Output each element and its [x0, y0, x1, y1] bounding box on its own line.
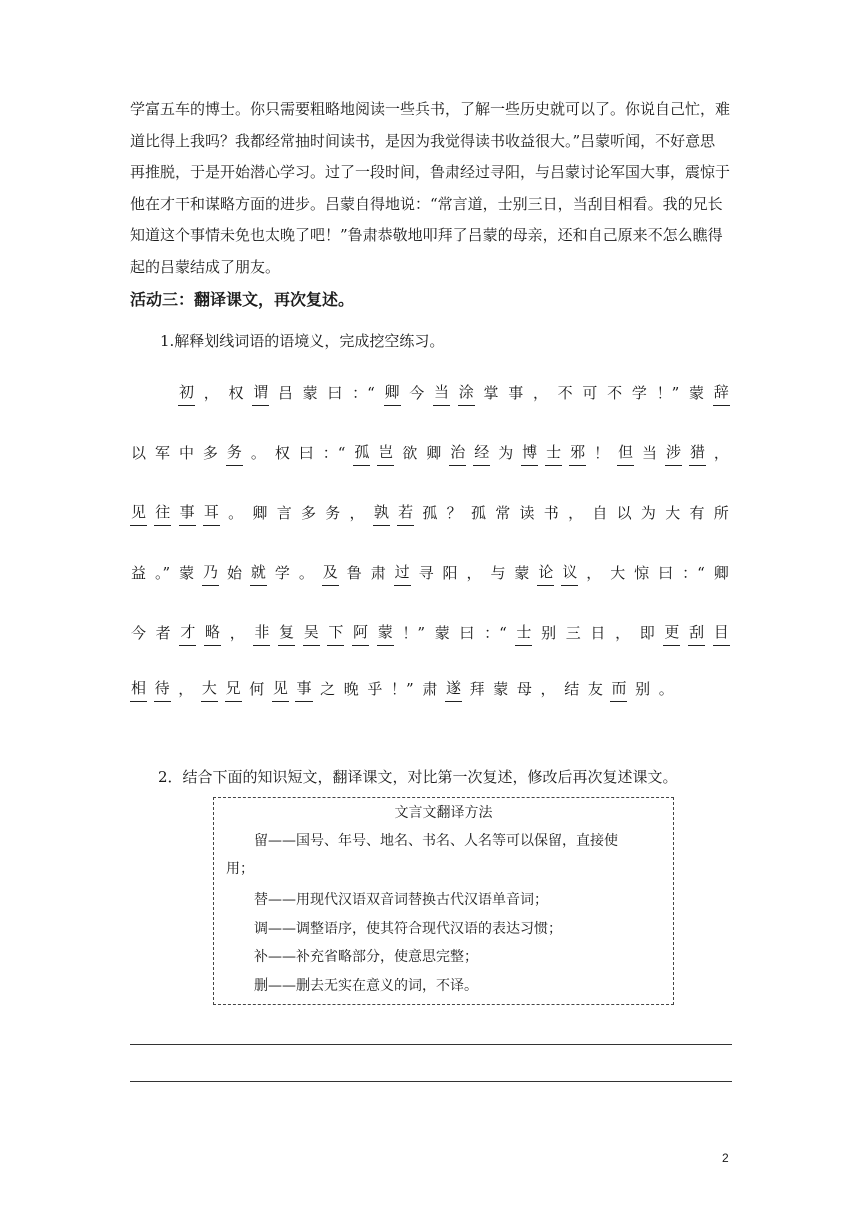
method-line-delete: 删——删去无实在意义的词，不译。: [254, 978, 478, 994]
cloze-char: 。: [228, 504, 244, 522]
answer-line: [130, 1044, 732, 1045]
cloze-char: 事: [508, 384, 524, 402]
cloze-char: 别: [541, 624, 557, 642]
underlined-word: 才: [179, 621, 196, 646]
cloze-char: ！”: [402, 624, 426, 642]
cloze-char: 掌: [483, 384, 499, 402]
cloze-char: 益: [131, 564, 147, 582]
underlined-word: 卿: [384, 381, 401, 406]
cloze-char: 以: [131, 444, 147, 462]
underlined-word: 待: [154, 677, 171, 702]
underlined-word: 阿: [352, 621, 369, 646]
cloze-char: 今: [409, 384, 425, 402]
cloze-char: 肃: [422, 680, 438, 698]
cloze-char: 可: [582, 384, 598, 402]
cloze-line: [130, 676, 675, 702]
cloze-char: 多: [300, 504, 316, 522]
underlined-word: 乃: [202, 561, 219, 586]
cloze-char: ？: [446, 504, 462, 522]
underlined-word: 议: [561, 561, 578, 586]
underlined-word: 兄: [225, 677, 242, 702]
cloze-char: 常: [495, 504, 511, 522]
cloze-line: [130, 500, 730, 526]
cloze-char: 与: [490, 564, 506, 582]
cloze-char: 孤: [422, 504, 438, 522]
cloze-char: 不: [557, 384, 573, 402]
underlined-word: 若: [397, 501, 414, 526]
cloze-char: 蒙: [493, 680, 509, 698]
cloze-char: 蒙: [689, 384, 705, 402]
cloze-char: 卿: [252, 504, 268, 522]
underlined-word: 邪: [569, 441, 586, 466]
paragraph-line: 学富五车的博士。你只需要粗略地阅读一些兵书，了解一些历史就可以了。你说自己忙，难: [130, 100, 731, 118]
cloze-char: ：“: [682, 564, 705, 582]
cloze-char: 蒙: [302, 384, 318, 402]
cloze-char: 始: [226, 564, 242, 582]
method-line-retain: 留——国号、年号、地名、书名、人名等可以保留，直接使: [254, 833, 618, 849]
underlined-word: 蒙: [377, 621, 394, 646]
cloze-char: 大: [665, 504, 681, 522]
cloze-char: ，: [466, 564, 482, 582]
cloze-char: 吕: [277, 384, 293, 402]
cloze-char: ：“: [484, 624, 507, 642]
cloze-char: 有: [689, 504, 705, 522]
cloze-char: 别: [635, 680, 651, 698]
underlined-word: 更: [663, 621, 680, 646]
cloze-char: 蒙: [514, 564, 530, 582]
method-box-title: 文言文翻译方法: [394, 805, 493, 821]
underlined-word: 非: [253, 621, 270, 646]
underlined-word: 博: [521, 441, 538, 466]
cloze-char: ：“: [322, 444, 346, 462]
cloze-char: 学: [274, 564, 290, 582]
cloze-line: [130, 560, 730, 586]
cloze-char: 言: [276, 504, 292, 522]
underlined-word: 遂: [445, 677, 462, 702]
underlined-word: 往: [154, 501, 171, 526]
cloze-char: 。: [658, 680, 674, 698]
cloze-char: 何: [249, 680, 265, 698]
underlined-word: 见: [130, 501, 147, 526]
underlined-word: 见: [272, 677, 289, 702]
cloze-line: [130, 620, 730, 646]
cloze-char: 务: [325, 504, 341, 522]
cloze-char: 。: [250, 444, 266, 462]
underlined-word: 孤: [353, 441, 370, 466]
question-1: 1.解释划线词语的语境义，完成挖空练习。: [160, 332, 445, 350]
underlined-word: 岂: [377, 441, 394, 466]
paragraph-line: 起的吕蒙结成了朋友。: [130, 257, 281, 276]
cloze-char: 为: [498, 444, 514, 462]
underlined-word: 猎: [689, 441, 706, 466]
underlined-word: 孰: [373, 501, 390, 526]
cloze-char: ，: [178, 680, 194, 698]
underlined-word: 目: [713, 621, 730, 646]
underlined-word: 略: [204, 621, 221, 646]
cloze-char: 之: [320, 680, 336, 698]
underlined-word: 但: [617, 441, 634, 466]
underlined-word: 涉: [665, 441, 682, 466]
cloze-char: ，: [229, 624, 245, 642]
underlined-word: 耳: [203, 501, 220, 526]
cloze-char: ，: [203, 384, 219, 402]
cloze-line: [130, 440, 730, 466]
cloze-char: 。: [298, 564, 314, 582]
cloze-passage: [130, 380, 730, 710]
cloze-char: 阳: [442, 564, 458, 582]
underlined-word: 士: [515, 621, 532, 646]
cloze-char: ，: [532, 384, 548, 402]
cloze-char: ，: [540, 680, 556, 698]
translation-paragraph: [130, 94, 734, 283]
method-line-replace: 替——用现代汉语双音词替换古代汉语单音词；: [254, 892, 548, 908]
cloze-char: 曰: [459, 624, 475, 642]
underlined-word: 事: [295, 677, 312, 702]
underlined-word: 刮: [688, 621, 705, 646]
cloze-char: 权: [274, 444, 290, 462]
cloze-char: 当: [642, 444, 658, 462]
cloze-char: ：“: [352, 384, 375, 402]
cloze-char: 权: [228, 384, 244, 402]
activity-heading: 活动三：翻译课文，再次复述。: [130, 290, 355, 309]
cloze-char: 卿: [426, 444, 442, 462]
cloze-char: 读: [519, 504, 535, 522]
cloze-char: 今: [131, 624, 147, 642]
translation-method-box: [213, 797, 674, 1005]
cloze-char: ！”: [391, 680, 414, 698]
cloze-char: ！”: [656, 384, 680, 402]
underlined-word: 谓: [252, 381, 269, 406]
cloze-char: 蒙: [179, 564, 195, 582]
underlined-word: 及: [322, 561, 339, 586]
cloze-char: 三: [565, 624, 581, 642]
cloze-char: 晚: [343, 680, 359, 698]
underlined-word: 当: [433, 381, 450, 406]
cloze-char: 不: [607, 384, 623, 402]
underlined-word: 经: [473, 441, 490, 466]
cloze-char: 即: [639, 624, 655, 642]
underlined-word: 治: [449, 441, 466, 466]
cloze-char: 蒙: [434, 624, 450, 642]
cloze-char: 书: [543, 504, 559, 522]
cloze-char: 以: [616, 504, 632, 522]
cloze-char: 。”: [154, 564, 171, 582]
underlined-word: 事: [179, 501, 196, 526]
underlined-word: 论: [537, 561, 554, 586]
cloze-char: ，: [586, 564, 602, 582]
cloze-char: 鲁: [346, 564, 362, 582]
paragraph-line: 知道这个事情未免也太晚了吧！”鲁肃恭敬地叩拜了吕蒙的母亲，还和自己原来不怎么瞧得: [130, 226, 723, 244]
cloze-char: ，: [713, 444, 729, 462]
cloze-char: 寻: [418, 564, 434, 582]
underlined-word: 士: [545, 441, 562, 466]
underlined-word: 就: [250, 561, 267, 586]
cloze-char: 日: [590, 624, 606, 642]
cloze-char: 自: [592, 504, 608, 522]
method-line-retain-cont: 用；: [226, 861, 254, 877]
underlined-word: 过: [394, 561, 411, 586]
cloze-char: 曰: [327, 384, 343, 402]
method-line-supplement: 补——补充省略部分，使意思完整；: [254, 949, 478, 965]
cloze-char: 军: [154, 444, 170, 462]
underlined-word: 涂: [458, 381, 475, 406]
cloze-char: 友: [587, 680, 603, 698]
cloze-char: 乎: [367, 680, 383, 698]
cloze-char: ，: [615, 624, 631, 642]
cloze-char: 孤: [470, 504, 486, 522]
cloze-char: 曰: [658, 564, 674, 582]
underlined-word: 务: [226, 441, 243, 466]
cloze-char: 多: [202, 444, 218, 462]
underlined-word: 复: [278, 621, 295, 646]
cloze-char: 结: [564, 680, 580, 698]
method-line-adjust: 调——调整语序，使其符合现代汉语的表达习惯；: [254, 921, 562, 937]
page-number: 2: [722, 1151, 729, 1165]
cloze-char: 所: [713, 504, 729, 522]
cloze-char: ，: [568, 504, 584, 522]
cloze-char: 母: [516, 680, 532, 698]
cloze-char: 学: [631, 384, 647, 402]
cloze-line: [178, 380, 730, 406]
cloze-char: 大: [610, 564, 626, 582]
answer-line: [130, 1081, 732, 1082]
cloze-char: 肃: [370, 564, 386, 582]
cloze-char: 拜: [469, 680, 485, 698]
underlined-word: 下: [327, 621, 344, 646]
paragraph-line: 道比得上我吗？我都经常抽时间读书，是因为我觉得读书收益很大。”吕蒙听闻，不好意思: [130, 131, 716, 150]
paragraph-line: 他在才干和谋略方面的进步。吕蒙自得地说：“常言道，士别三日，当刮目相看。我的兄长: [130, 194, 723, 213]
paragraph-line: 再推脱，于是开始潜心学习。过了一段时间，鲁肃经过寻阳，与吕蒙讨论军国大事，震惊于: [130, 163, 731, 181]
cloze-char: 欲: [402, 444, 418, 462]
question-2: 2．结合下面的知识短文，翻译课文，对比第一次复述，修改后再次复述课文。: [158, 768, 678, 786]
cloze-char: 惊: [634, 564, 650, 582]
cloze-char: 卿: [713, 564, 729, 582]
cloze-char: 曰: [298, 444, 314, 462]
cloze-char: 为: [640, 504, 656, 522]
underlined-word: 吴: [303, 621, 320, 646]
cloze-char: 中: [178, 444, 194, 462]
underlined-word: 相: [130, 677, 147, 702]
cloze-char: ！: [594, 444, 610, 462]
underlined-word: 辞: [713, 381, 730, 406]
underlined-word: 大: [201, 677, 218, 702]
underlined-word: 初: [178, 381, 195, 406]
cloze-char: ，: [349, 504, 365, 522]
cloze-char: 者: [155, 624, 171, 642]
underlined-word: 而: [610, 677, 627, 702]
